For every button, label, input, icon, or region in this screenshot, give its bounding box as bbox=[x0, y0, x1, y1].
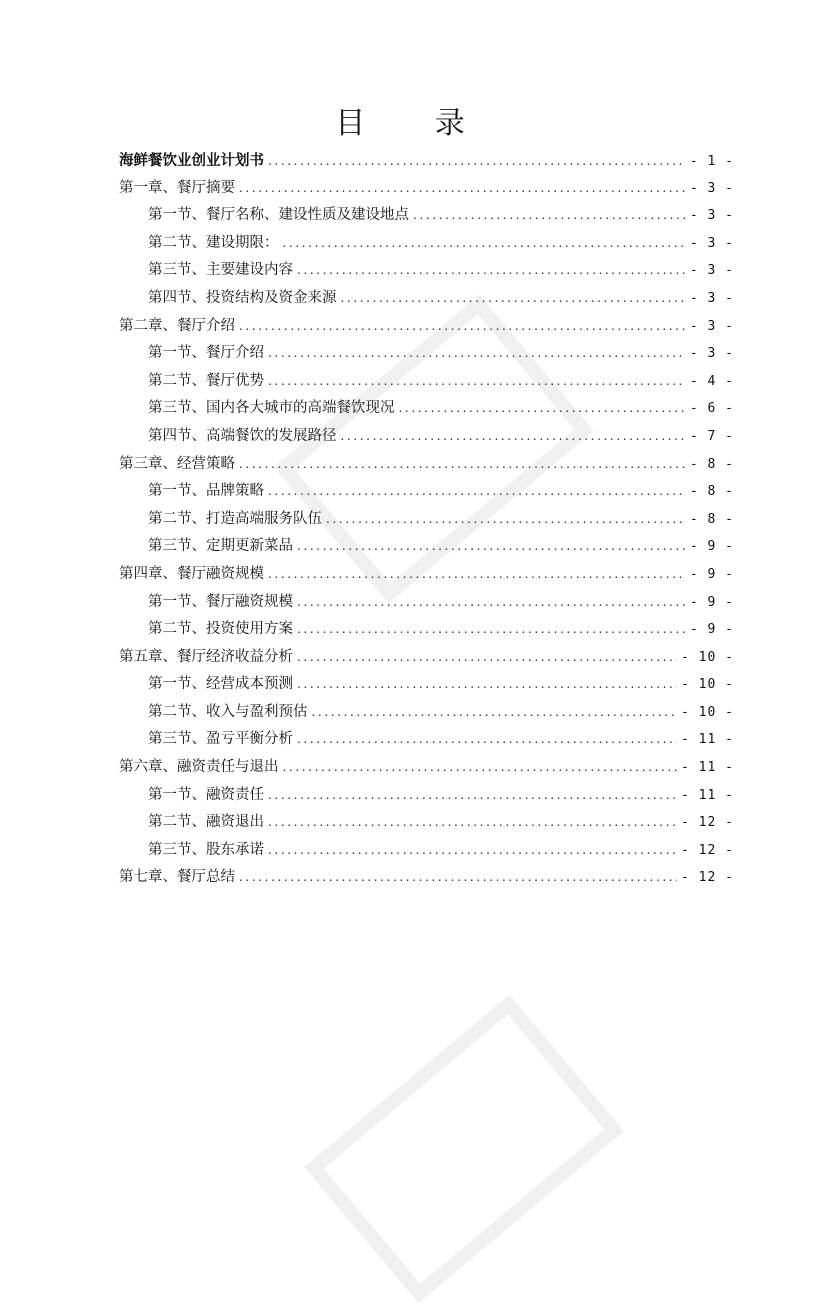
toc-entry-page: - 8 - bbox=[689, 511, 734, 527]
toc-leader-dots bbox=[268, 561, 686, 589]
toc-entry-page: - 9 - bbox=[689, 622, 734, 638]
toc-leader-dots bbox=[341, 285, 686, 313]
toc-entry[interactable] bbox=[119, 616, 734, 644]
toc-leader-dots bbox=[268, 340, 686, 368]
toc-entry[interactable] bbox=[119, 340, 734, 368]
toc-entry[interactable] bbox=[119, 423, 734, 451]
toc-entry-label: 第三节、盈亏平衡分析 bbox=[148, 731, 293, 748]
toc-entry[interactable] bbox=[119, 837, 734, 865]
toc-entry-page: - 11 - bbox=[681, 787, 734, 803]
toc-entry-label: 第四节、高端餐饮的发展路径 bbox=[148, 427, 337, 444]
toc-entry-page: - 12 - bbox=[681, 842, 734, 858]
toc-entry[interactable] bbox=[119, 478, 734, 506]
toc-entry-label: 第二节、收入与盈利预估 bbox=[148, 703, 308, 720]
toc-leader-dots bbox=[268, 478, 686, 506]
toc-entry-label: 第二节、融资退出 bbox=[148, 814, 264, 831]
toc-leader-dots bbox=[268, 837, 677, 865]
toc-entry-label: 第七章、餐厅总结 bbox=[119, 869, 235, 886]
toc-entry-label: 第二节、建设期限： bbox=[148, 234, 279, 251]
toc-entry-label: 第二节、投资使用方案 bbox=[148, 621, 293, 638]
toc-entry-label: 第一章、餐厅摘要 bbox=[119, 179, 235, 196]
toc-entry-label: 第四节、投资结构及资金来源 bbox=[148, 289, 337, 306]
toc-entry-page: - 3 - bbox=[689, 263, 734, 279]
toc-entry-label: 第一节、餐厅融资规模 bbox=[148, 593, 293, 610]
toc-entry-label: 第三节、定期更新菜品 bbox=[148, 538, 293, 555]
toc-entry-page: - 9 - bbox=[689, 566, 734, 582]
toc-leader-dots bbox=[297, 589, 686, 617]
toc-entry[interactable] bbox=[119, 533, 734, 561]
toc-entry[interactable] bbox=[119, 644, 734, 672]
toc-entry-page: - 7 - bbox=[689, 428, 734, 444]
toc-entry[interactable] bbox=[119, 589, 734, 617]
toc-entry-label: 第二节、打造高端服务队伍 bbox=[148, 510, 322, 527]
toc-entry-page: - 10 - bbox=[681, 677, 734, 693]
toc-entry[interactable] bbox=[119, 809, 734, 837]
toc-entry[interactable] bbox=[119, 395, 734, 423]
toc-leader-dots bbox=[413, 202, 686, 230]
toc-entry-page: - 3 - bbox=[689, 208, 734, 224]
toc-entry-label: 第三节、股东承诺 bbox=[148, 841, 264, 858]
toc-leader-dots bbox=[239, 864, 677, 892]
toc-entry[interactable] bbox=[119, 230, 734, 258]
watermark-mark bbox=[304, 995, 624, 1303]
toc-leader-dots bbox=[399, 395, 686, 423]
toc-entry[interactable] bbox=[119, 561, 734, 589]
toc-leader-dots bbox=[268, 148, 686, 176]
toc-entry[interactable] bbox=[119, 726, 734, 754]
toc-entry[interactable] bbox=[119, 506, 734, 534]
toc-leader-dots bbox=[239, 175, 686, 203]
toc-entry-label: 第一节、品牌策略 bbox=[148, 483, 264, 500]
toc-entry-page: - 12 - bbox=[681, 870, 734, 886]
toc-leader-dots bbox=[268, 368, 686, 396]
toc-entry-label: 第三节、国内各大城市的高端餐饮现况 bbox=[148, 400, 395, 417]
toc-leader-dots bbox=[297, 671, 677, 699]
toc-entry[interactable] bbox=[119, 285, 734, 313]
toc-entry-page: - 9 - bbox=[689, 539, 734, 555]
toc-entry-page: - 4 - bbox=[689, 373, 734, 389]
toc-entry[interactable] bbox=[119, 671, 734, 699]
toc-entry-page: - 10 - bbox=[681, 649, 734, 665]
toc-entry[interactable] bbox=[119, 864, 734, 892]
toc-entry-label: 第三章、经营策略 bbox=[119, 455, 235, 472]
toc-entry-label: 第一节、餐厅名称、建设性质及建设地点 bbox=[148, 207, 409, 224]
toc-entry-label: 第二章、餐厅介绍 bbox=[119, 317, 235, 334]
toc-leader-dots bbox=[239, 313, 686, 341]
toc-entry-page: - 9 - bbox=[689, 594, 734, 610]
toc-entry-page: - 10 - bbox=[681, 704, 734, 720]
toc-entry-label: 第三节、主要建设内容 bbox=[148, 262, 293, 279]
toc-entry-page: - 11 - bbox=[681, 760, 734, 776]
toc-entry-label: 第二节、餐厅优势 bbox=[148, 372, 264, 389]
toc-entry-label: 第一节、餐厅介绍 bbox=[148, 345, 264, 362]
toc-entry-page: - 12 - bbox=[681, 815, 734, 831]
toc-entry[interactable] bbox=[119, 175, 734, 203]
toc-title: 目 录 bbox=[335, 106, 495, 141]
toc-leader-dots bbox=[312, 699, 678, 727]
toc-leader-dots bbox=[297, 644, 677, 672]
toc-entry[interactable] bbox=[119, 313, 734, 341]
toc-entry-label: 海鲜餐饮业创业计划书 bbox=[119, 152, 264, 169]
toc-leader-dots bbox=[297, 257, 686, 285]
table-of-contents bbox=[119, 147, 734, 892]
toc-entry-label: 第一节、经营成本预测 bbox=[148, 676, 293, 693]
toc-leader-dots bbox=[268, 782, 677, 810]
toc-entry-label: 第五章、餐厅经济收益分析 bbox=[119, 648, 293, 665]
toc-entry[interactable] bbox=[119, 257, 734, 285]
toc-entry-label: 第六章、融资责任与退出 bbox=[119, 759, 279, 776]
toc-entry-page: - 8 - bbox=[689, 456, 734, 472]
toc-entry-page: - 3 - bbox=[689, 346, 734, 362]
toc-entry-page: - 3 - bbox=[689, 318, 734, 334]
toc-entry[interactable] bbox=[119, 754, 734, 782]
toc-leader-dots bbox=[297, 533, 686, 561]
toc-entry-page: - 8 - bbox=[689, 484, 734, 500]
toc-entry-page: - 11 - bbox=[681, 732, 734, 748]
toc-leader-dots bbox=[297, 726, 677, 754]
toc-leader-dots bbox=[283, 754, 678, 782]
toc-entry-page: - 6 - bbox=[689, 401, 734, 417]
toc-leader-dots bbox=[283, 230, 686, 258]
toc-entry-page: - 3 - bbox=[689, 180, 734, 196]
toc-entry-page: - 1 - bbox=[689, 154, 734, 169]
toc-leader-dots bbox=[297, 616, 686, 644]
toc-entry[interactable] bbox=[119, 147, 734, 175]
toc-entry[interactable] bbox=[119, 368, 734, 396]
toc-entry[interactable] bbox=[119, 202, 734, 230]
toc-leader-dots bbox=[326, 506, 686, 534]
toc-leader-dots bbox=[268, 809, 677, 837]
toc-entry[interactable] bbox=[119, 782, 734, 810]
toc-entry-page: - 3 - bbox=[689, 290, 734, 306]
toc-leader-dots bbox=[239, 451, 686, 479]
toc-entry-label: 第一节、融资责任 bbox=[148, 786, 264, 803]
toc-entry[interactable] bbox=[119, 451, 734, 479]
toc-leader-dots bbox=[341, 423, 686, 451]
toc-entry[interactable] bbox=[119, 699, 734, 727]
toc-entry-label: 第四章、餐厅融资规模 bbox=[119, 565, 264, 582]
toc-entry-page: - 3 - bbox=[689, 235, 734, 251]
